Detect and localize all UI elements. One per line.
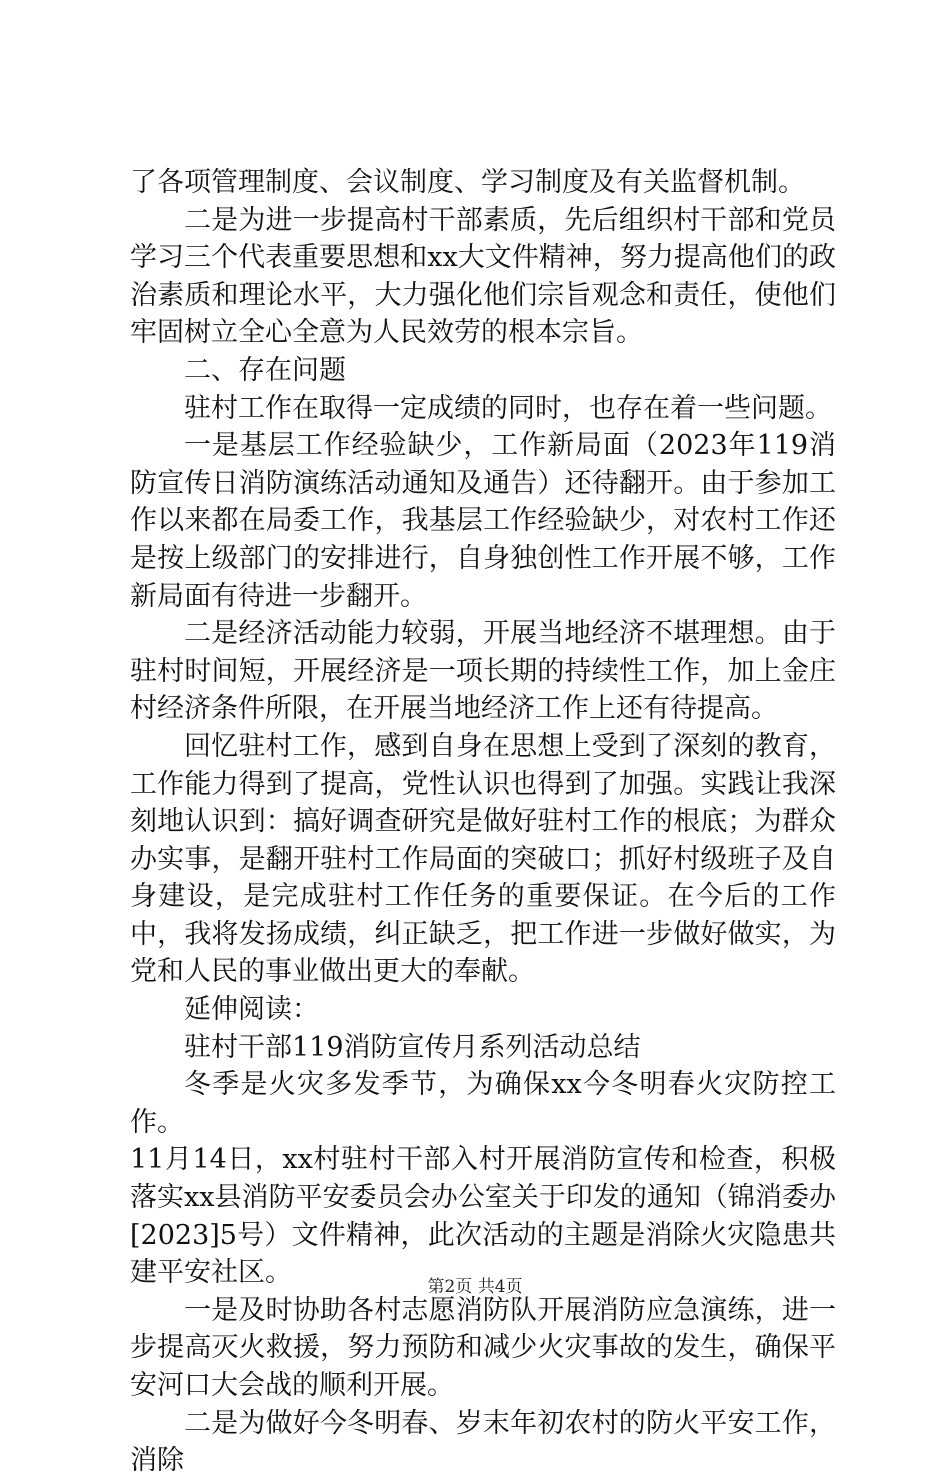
subsection-title: 驻村干部119消防宣传月系列活动总结: [184, 1031, 641, 1063]
paragraph-6: 回忆驻村工作，感到自身在思想上受到了深刻的教育，工作能力得到了提高，党性认识也得到了加强。实践让我深刻地认识到：搞好调查研究是做好驻村工作的根底；为群众办实事，是翻开驻村工作局面的突破口；抓好村级班子及自身建设，是完成驻村工作任务的重要保证。在今后的工作中，我将发扬成绩，纠正缺乏，把工作进一步做好做实，为党和人民的事业做出更大的奉献。: [130, 730, 836, 988]
paragraph-2: 二是为进一步提高村干部素质，先后组织村干部和党员学习三个代表重要思想和xx大文件精神，努力提高他们的政治素质和理论水平，大力强化他们宗旨观念和责任，使他们牢固树立全心全意为人民效劳的根本宗旨。: [130, 204, 836, 349]
section-heading-problems: 二、存在问题: [184, 354, 346, 386]
paragraph-9: 一是及时协助各村志愿消防队开展消防应急演练，进一步提高灭火救援，努力预防和减少火灾事故的发生，确保平安河口大会战的顺利开展。: [130, 1294, 836, 1401]
paragraph-7: 冬季是火灾多发季节，为确保xx今冬明春火灾防控工作。: [130, 1069, 836, 1138]
paragraph-8: 11月14日，xx村驻村干部入村开展消防宣传和检查，积极落实xx县消防平安委员会办公室关于印发的通知（锦消委办[2023]5号）文件精神，此次活动的主题是消除火灾隐患共建平安社区。: [130, 1144, 836, 1289]
paragraph-3: 驻村工作在取得一定成绩的同时，也存在着一些问题。: [184, 392, 832, 424]
extended-reading-label: 延伸阅读：: [184, 994, 319, 1026]
paragraph-1: 了各项管理制度、会议制度、学习制度及有关监督机制。: [130, 167, 805, 198]
paragraph-5: 二是经济活动能力较弱，开展当地经济不堪理想。由于驻村时间短，开展经济是一项长期的持续性工作，加上金庄村经济条件所限，在开展当地经济工作上还有待提高。: [130, 618, 836, 725]
paragraph-4: 一是基层工作经验缺少，工作新局面（2023年119消防宣传日消防演练活动通知及通告）还待翻开。由于参加工作以来都在局委工作，我基层工作经验缺少，对农村工作还是按上级部门的安排进行，自身独创性工作开展不够，工作新局面有待进一步翻开。: [130, 430, 836, 612]
paragraph-10: 二是为做好今冬明春、岁末年初农村的防火平安工作，消除: [130, 1407, 836, 1477]
page-number-footer: 第2页 共4页: [427, 1277, 523, 1297]
